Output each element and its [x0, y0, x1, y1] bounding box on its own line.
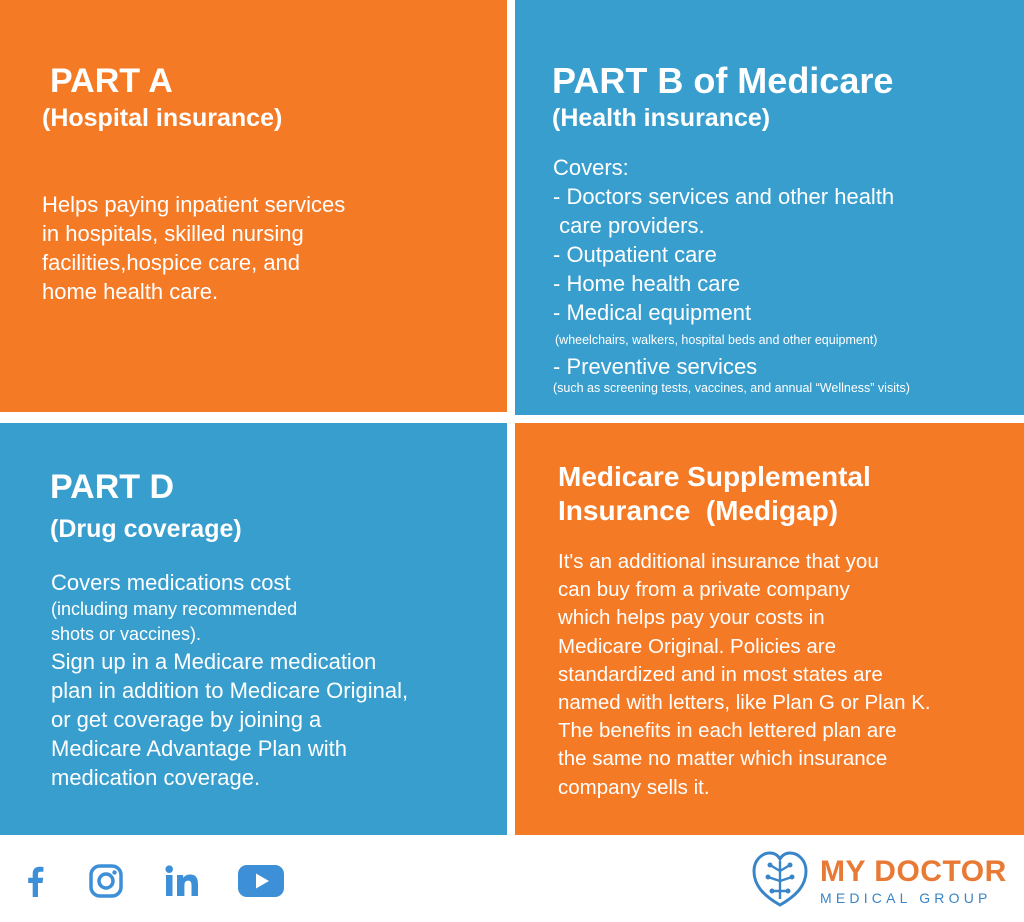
- linkedin-glyph: [164, 865, 202, 897]
- instagram-glyph: [88, 863, 124, 899]
- medigap-title-line: Insurance (Medigap): [558, 495, 839, 526]
- part-b-item: - Preventive services: [553, 354, 758, 379]
- part-b-item: - Home health care: [553, 271, 741, 296]
- youtube-glyph: [237, 864, 285, 898]
- medigap-description: [558, 548, 931, 802]
- brand-subtitle: MEDICAL GROUP: [820, 890, 992, 906]
- part-b-item: - Outpatient care: [553, 242, 717, 267]
- part-b-item: - Medical equipment: [553, 300, 752, 325]
- medigap-line: can buy from a private company: [558, 578, 850, 602]
- part-a-line: in hospitals, skilled nursing: [42, 221, 304, 246]
- part-d-panel: [0, 423, 507, 835]
- part-d-line: Sign up in a Medicare medication: [51, 649, 377, 674]
- medigap-line: named with letters, like Plan G or Plan K.: [558, 691, 931, 715]
- part-d-covers: Covers medications cost: [51, 570, 291, 595]
- medigap-title-line: Medicare Supplemental: [558, 461, 871, 492]
- footer: [0, 835, 1024, 922]
- medigap-line: company sells it.: [558, 775, 710, 799]
- part-b-equipment-note: (wheelchairs, walkers, hospital beds and other equipment): [555, 333, 878, 347]
- part-d-line: medication coverage.: [51, 765, 261, 790]
- part-a-panel: [0, 0, 507, 412]
- part-a-line: Helps paying inpatient services: [42, 192, 346, 217]
- part-d-note: shots or vaccines).: [51, 624, 202, 644]
- part-a-line: home health care.: [42, 279, 219, 304]
- part-b-item: - Doctors services and other health: [553, 184, 895, 209]
- part-b-covers-label: Covers:: [553, 155, 629, 180]
- brand-logo-icon: [748, 847, 812, 911]
- facebook-glyph: [26, 865, 44, 897]
- brand-name: MY DOCTOR: [820, 855, 1007, 888]
- part-d-line: plan in addition to Medicare Original,: [51, 678, 409, 703]
- medigap-title: [558, 460, 871, 528]
- part-d-note: (including many recommended: [51, 599, 298, 619]
- part-a-description: [42, 190, 345, 306]
- instagram-icon[interactable]: [86, 861, 126, 901]
- facebook-icon[interactable]: [20, 861, 50, 901]
- part-d-line: Medicare Advantage Plan with: [51, 736, 347, 761]
- part-b-preventive-note: (such as screening tests, vaccines, and annual “Wellness” visits): [553, 381, 910, 395]
- part-b-coverage-list: [553, 153, 910, 396]
- medigap-line: standardized and in most states are: [558, 662, 883, 686]
- part-d-line: or get coverage by joining a: [51, 707, 322, 732]
- part-d-subtitle: (Drug coverage): [50, 515, 242, 543]
- part-b-title: PART B of Medicare: [552, 60, 894, 101]
- linkedin-icon[interactable]: [163, 861, 203, 901]
- medigap-panel: [515, 423, 1024, 835]
- part-a-line: facilities,hospice care, and: [42, 250, 301, 275]
- medigap-line: The benefits in each lettered plan are: [558, 719, 897, 743]
- medigap-line: Medicare Original. Policies are: [558, 634, 837, 658]
- part-d-description: [51, 568, 408, 792]
- part-a-subtitle: (Hospital insurance): [42, 104, 283, 132]
- part-b-item: care providers.: [553, 213, 705, 238]
- medigap-line: It's an additional insurance that you: [558, 550, 879, 573]
- medigap-line: the same no matter which insurance: [558, 747, 888, 771]
- youtube-icon[interactable]: [236, 861, 286, 901]
- part-a-title: PART A: [50, 62, 173, 100]
- part-d-title: PART D: [50, 468, 175, 506]
- part-b-subtitle: (Health insurance): [552, 104, 771, 132]
- part-b-panel: [515, 0, 1024, 415]
- medigap-line: which helps pay your costs in: [558, 606, 825, 630]
